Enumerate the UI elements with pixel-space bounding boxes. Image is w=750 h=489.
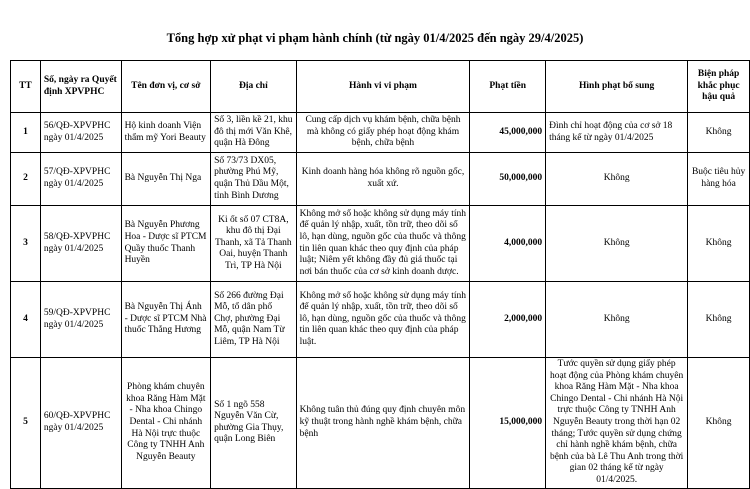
- header-violation: Hành vi vi phạm: [296, 61, 470, 113]
- cell-address: Số 73/73 DX05, phường Phú Mỹ, quận Thủ Dầu Một, tỉnh Bình Dương: [211, 153, 297, 206]
- cell-address: Ki ốt số 07 CT8A, khu đô thị Đại Thanh, xã Tả Thanh Oai, huyện Thanh Trì, TP Hà Nội: [211, 206, 297, 282]
- cell-violation: Không mở sổ hoặc không sử dụng máy tính để quản lý nhập, xuất, tồn trữ, theo dõi số lô, hạn dùng, nguồn gốc của thuốc và thông tin liên quan khác theo quy định của pháp luật; Niêm yết không đầy đủ giá thuốc tại nơi bán thuốc của cơ sở kinh doanh dược.: [296, 206, 470, 282]
- header-extra-penalty: Hình phạt bổ sung: [546, 61, 688, 113]
- cell-entity: Bà Nguyễn Phương Hoa - Dược sĩ PTCM Quầy thuốc Thanh Huyền: [121, 206, 211, 282]
- cell-extra-penalty: Đình chỉ hoạt động của cơ sở 18 tháng kể từ ngày 01/4/2025: [546, 113, 688, 153]
- table-row: [11, 113, 750, 153]
- header-decision: Số, ngày ra Quyết định XPVPHC: [40, 61, 121, 113]
- cell-entity: Bà Nguyễn Thị Nga: [121, 153, 211, 206]
- cell-entity: Bà Nguyễn Thị Ánh - Dược sĩ PTCM Nhà thuốc Thắng Hương: [121, 282, 211, 358]
- cell-address: Số 3, liền kề 21, khu đô thị mới Văn Khê, quận Hà Đông: [211, 113, 297, 153]
- header-remedy: Biện pháp khắc phục hậu quả: [688, 61, 750, 113]
- table-row: [11, 153, 750, 206]
- cell-violation: Không mở sổ hoặc không sử dụng máy tính để quản lý nhập, xuất, tồn trữ, theo dõi số lô, hạn dùng, nguồn gốc của thuốc và thông tin liên quan khác theo quy định của pháp luật.: [296, 282, 470, 358]
- header-fine: Phạt tiền: [470, 61, 546, 113]
- cell-address: Số 266 đường Đại Mỗ, tổ dân phố Chợ, phường Đại Mỗ, quận Nam Từ Liêm, TP Hà Nội: [211, 282, 297, 358]
- cell-tt: 3: [11, 206, 41, 282]
- header-entity: Tên đơn vị, cơ sở: [121, 61, 211, 113]
- cell-remedy: Không: [688, 358, 750, 489]
- cell-fine: 50,000,000: [470, 153, 546, 206]
- cell-extra-penalty: Tước quyền sử dụng giấy phép hoạt động của Phòng khám chuyên khoa Răng Hàm Mặt - Nha khoa Chingo Dental - Chi nhánh Hà Nội trực thuộc Công ty TNHH Anh Nguyễn Beauty trong thời hạn 02 tháng; Tước quyền sử dụng chứng chỉ hành nghề khám bệnh, chữa bệnh của bà Lê Thu Anh trong thời gian 02 tháng kể từ ngày 01/4/2025.: [546, 358, 688, 489]
- page-title: Tổng hợp xử phạt vi phạm hành chính (từ ngày 01/4/2025 đến ngày 29/4/2025): [166, 31, 584, 45]
- cell-tt: 4: [11, 282, 41, 358]
- cell-remedy: Không: [688, 113, 750, 153]
- cell-decision: 56/QĐ-XPVPHC ngày 01/4/2025: [40, 113, 121, 153]
- header-tt: TT: [11, 61, 41, 113]
- cell-fine: 45,000,000: [470, 113, 546, 153]
- cell-fine: 4,000,000: [470, 206, 546, 282]
- cell-remedy: Buộc tiêu hủy hàng hóa: [688, 153, 750, 206]
- cell-violation: Kinh doanh hàng hóa không rõ nguồn gốc, xuất xứ.: [296, 153, 470, 206]
- cell-tt: 1: [11, 113, 41, 153]
- header-address: Địa chỉ: [211, 61, 297, 113]
- cell-remedy: Không: [688, 282, 750, 358]
- cell-address: Số 1 ngõ 558 Nguyễn Văn Cừ, phường Gia Thụy, quận Long Biên: [211, 358, 297, 489]
- table-row: [11, 358, 750, 489]
- cell-tt: 5: [11, 358, 41, 489]
- cell-violation: Cung cấp dịch vụ khám bệnh, chữa bệnh mà không có giấy phép hoạt động khám bệnh, chữa bệnh: [296, 113, 470, 153]
- cell-extra-penalty: Không: [546, 153, 688, 206]
- cell-decision: 60/QĐ-XPVPHC ngày 01/4/2025: [40, 358, 121, 489]
- cell-decision: 58/QĐ-XPVPHC ngày 01/4/2025: [40, 206, 121, 282]
- cell-decision: 59/QĐ-XPVPHC ngày 01/4/2025: [40, 282, 121, 358]
- table-header-row: [11, 61, 750, 113]
- cell-extra-penalty: Không: [546, 206, 688, 282]
- cell-remedy: Không: [688, 206, 750, 282]
- cell-tt: 2: [11, 153, 41, 206]
- violations-table: [10, 60, 750, 489]
- cell-violation: Không tuân thủ đúng quy định chuyên môn kỹ thuật trong hành nghề khám bệnh, chữa bệnh: [296, 358, 470, 489]
- cell-entity: Phòng khám chuyên khoa Răng Hàm Mặt - Nha khoa Chingo Dental - Chi nhánh Hà Nội trực thuộc Công ty TNHH Anh Nguyễn Beauty: [121, 358, 211, 489]
- cell-fine: 15,000,000: [470, 358, 546, 489]
- cell-entity: Hộ kinh doanh Viện thẩm mỹ Yori Beauty: [121, 113, 211, 153]
- cell-extra-penalty: Không: [546, 282, 688, 358]
- table-row: [11, 282, 750, 358]
- cell-fine: 2,000,000: [470, 282, 546, 358]
- cell-decision: 57/QĐ-XPVPHC ngày 01/4/2025: [40, 153, 121, 206]
- table-row: [11, 206, 750, 282]
